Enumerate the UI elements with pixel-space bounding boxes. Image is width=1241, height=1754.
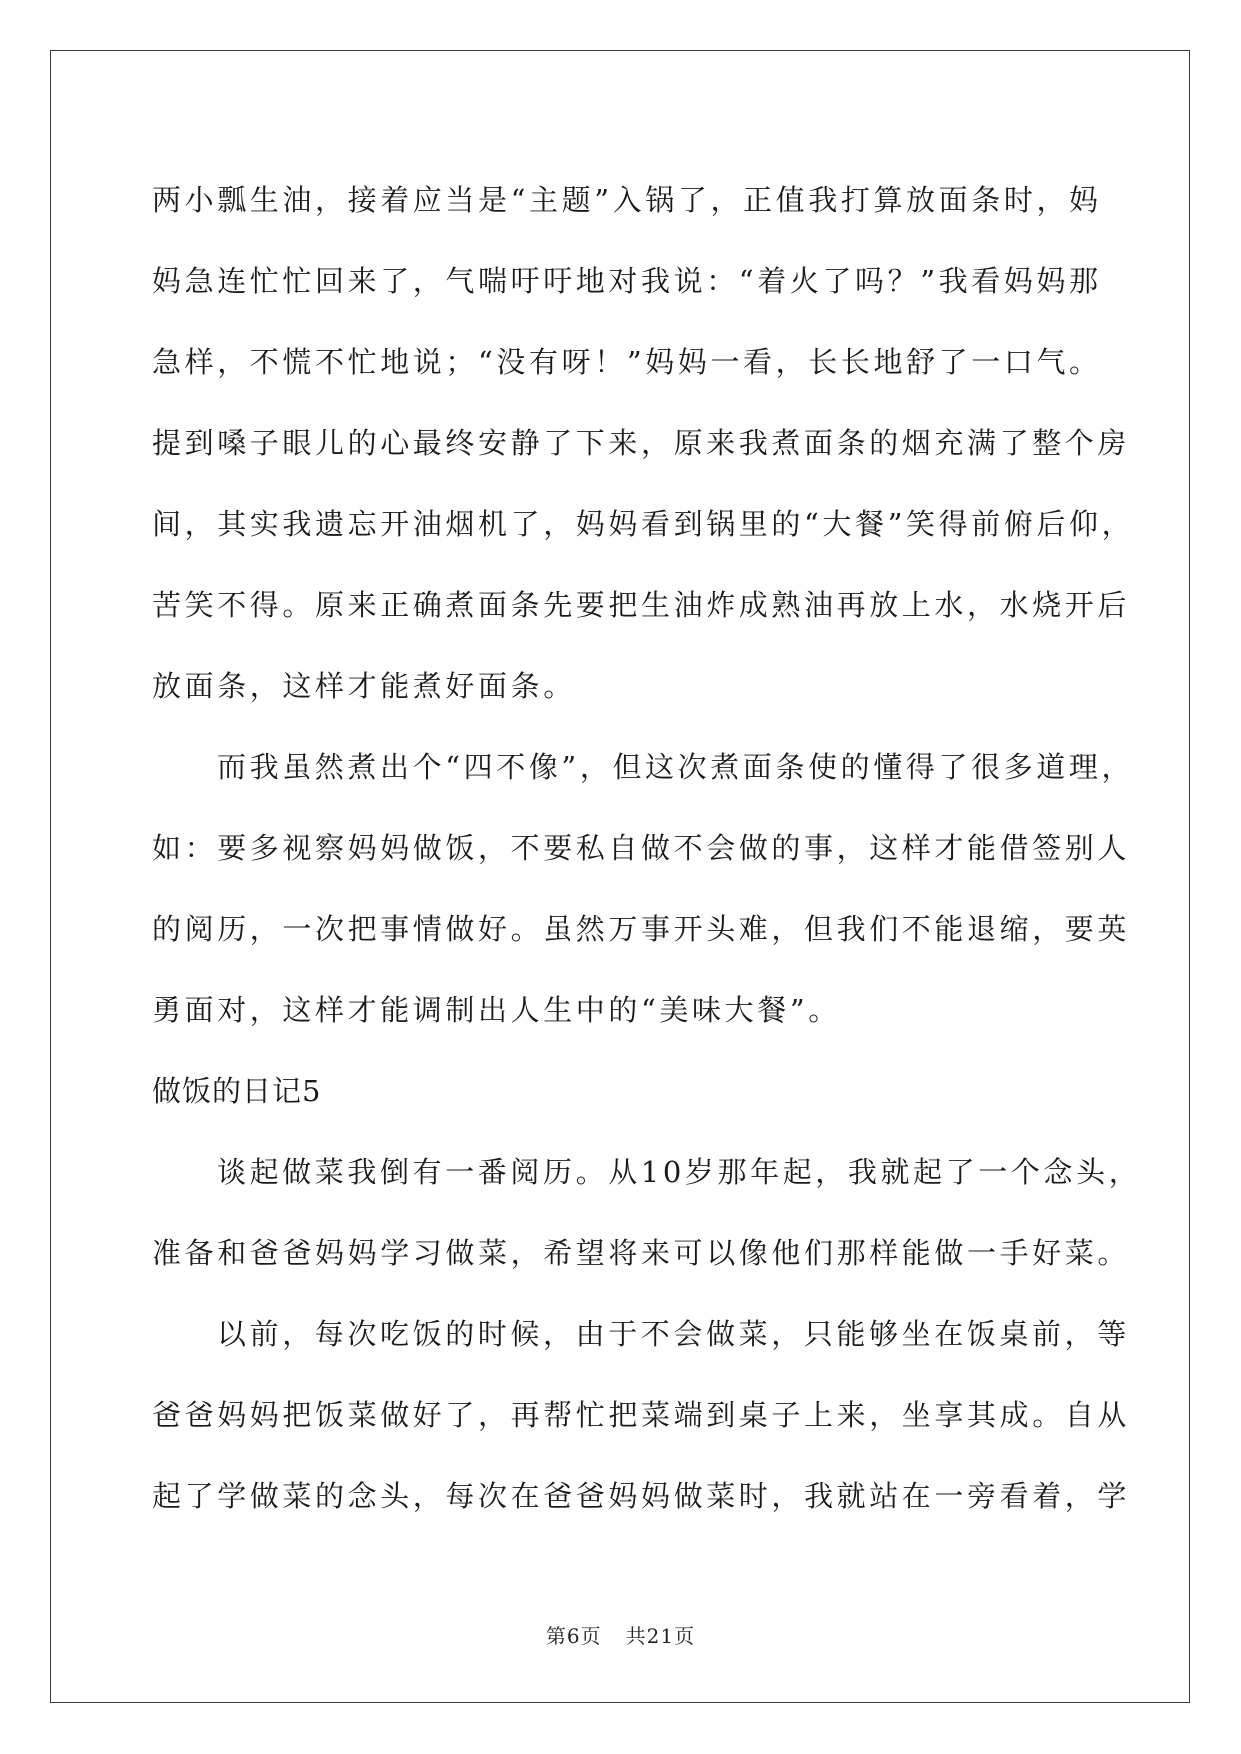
text-line: 以前，每次吃饭的时候，由于不会做菜，只能够坐在饭桌前，等 [217,1317,1130,1351]
text-line: 放面条，这样才能煮好面条。 [152,669,576,703]
text-line: 妈急连忙忙回来了，气喘吁吁地对我说：“着火了吗？”我看妈妈那 [152,264,1102,298]
page-number: 第6页 [545,1624,602,1648]
text-line: 间，其实我遗忘开油烟机了，妈妈看到锅里的“大餐”笑得前俯后仰， [152,507,1135,541]
text-line: 如：要多视察妈妈做饭，不要私自做不会做的事，这样才能借签别人 [152,831,1131,865]
text-line: 提到嗓子眼儿的心最终安静了下来，原来我煮面条的烟充满了整个房 [152,426,1131,460]
text-line: 苦笑不得。原来正确煮面条先要把生油炸成熟油再放上水，水烧开后 [152,588,1131,622]
text-line: 谈起做菜我倒有一番阅历。从10岁那年起，我就起了一个念头， [217,1155,1142,1189]
text-line: 准备和爸爸妈妈学习做菜，希望将来可以像他们那样能做一手好菜。 [152,1236,1131,1270]
section-heading: 做饭的日记5 [152,1074,322,1108]
text-line: 两小瓢生油，接着应当是“主题”入锅了，正值我打算放面条时，妈 [152,183,1102,217]
text-line: 勇面对，这样才能调制出人生中的“美味大餐”。 [152,993,841,1027]
document-body [152,160,1142,1537]
page-footer [0,1620,1241,1649]
text-line: 起了学做菜的念头，每次在爸爸妈妈做菜时，我就站在一旁看着，学 [152,1479,1131,1513]
text-line: 急样，不慌不忙地说；“没有呀！”妈妈一看，长长地舒了一口气。 [152,345,1102,379]
text-line: 而我虽然煮出个“四不像”，但这次煮面条使的懂得了很多道理， [217,750,1135,784]
text-line: 的阅历，一次把事情做好。虽然万事开头难，但我们不能退缩，要英 [152,912,1131,946]
text-line: 爸爸妈妈把饭菜做好了，再帮忙把菜端到桌子上来，坐享其成。自从 [152,1398,1131,1432]
page-total: 共21页 [625,1624,696,1648]
